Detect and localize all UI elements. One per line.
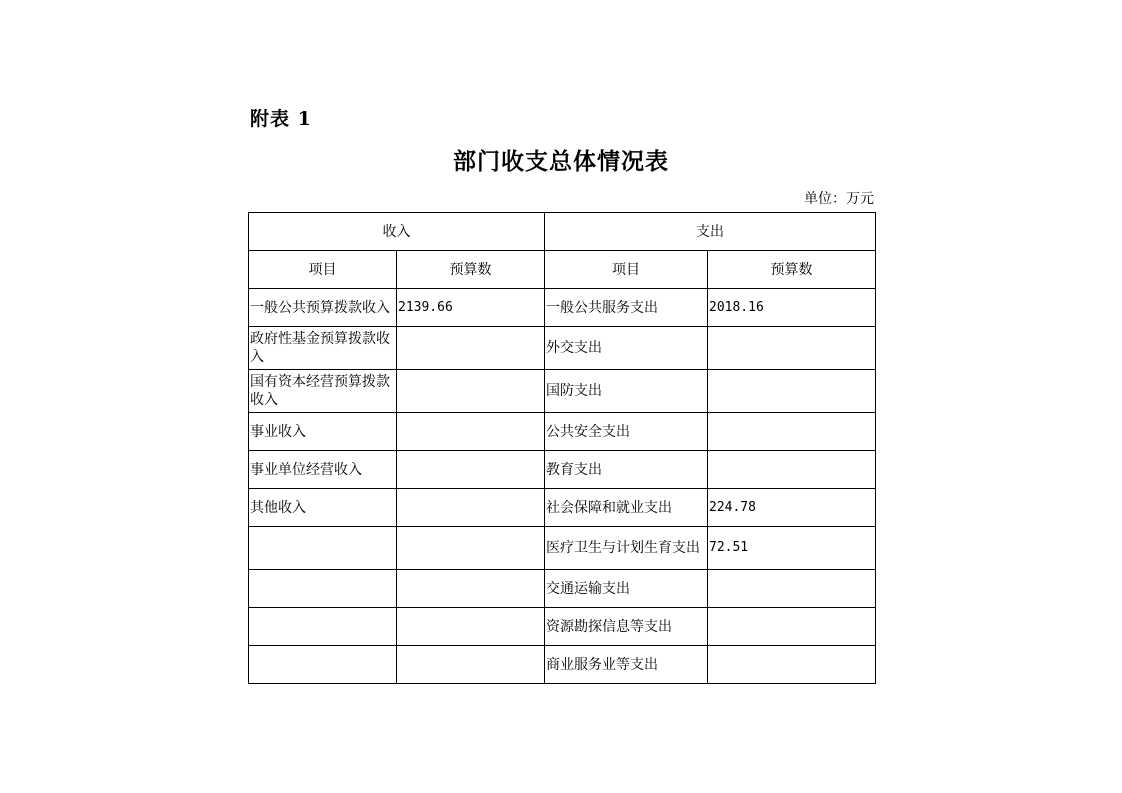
expense-amount-cell: 2018.16: [708, 289, 876, 327]
expense-item-cell: 医疗卫生与计划生育支出: [545, 527, 708, 570]
income-amount-cell: [397, 570, 545, 608]
income-amount-cell: [397, 527, 545, 570]
budget-table: [248, 212, 876, 684]
expense-amount-cell: 224.78: [708, 489, 876, 527]
expense-amount-cell: [708, 646, 876, 684]
expense-item-cell: 公共安全支出: [545, 413, 708, 451]
income-item-cell: [249, 527, 397, 570]
expense-item-cell: 国防支出: [545, 370, 708, 413]
income-amount-cell: [397, 646, 545, 684]
expense-amount-cell: [708, 608, 876, 646]
income-amount-cell: [397, 451, 545, 489]
table-row: [249, 489, 876, 527]
income-item-cell: 国有资本经营预算拨款收入: [249, 370, 397, 413]
expense-item-cell: 教育支出: [545, 451, 708, 489]
income-item-cell: [249, 608, 397, 646]
income-item-cell: [249, 570, 397, 608]
expense-item-header: 项目: [545, 251, 708, 289]
page-title: 部门收支总体情况表: [453, 148, 669, 175]
table-row: [249, 570, 876, 608]
expense-amount-cell: [708, 451, 876, 489]
income-amount-cell: [397, 489, 545, 527]
income-amount-cell: [397, 608, 545, 646]
table-row: [249, 451, 876, 489]
table-row: [249, 327, 876, 370]
income-item-cell: 事业收入: [249, 413, 397, 451]
expense-item-cell: 社会保障和就业支出: [545, 489, 708, 527]
expense-item-cell: 一般公共服务支出: [545, 289, 708, 327]
expense-amount-cell: [708, 570, 876, 608]
table-row: [249, 527, 876, 570]
expense-amount-cell: [708, 327, 876, 370]
income-budget-header: 预算数: [397, 251, 545, 289]
expense-item-cell: 资源勘探信息等支出: [545, 608, 708, 646]
income-item-cell: 一般公共预算拨款收入: [249, 289, 397, 327]
expense-item-cell: 商业服务业等支出: [545, 646, 708, 684]
income-item-cell: [249, 646, 397, 684]
table-subheader-row: [249, 251, 876, 289]
expense-amount-cell: [708, 370, 876, 413]
income-item-header: 项目: [249, 251, 397, 289]
expense-amount-cell: 72.51: [708, 527, 876, 570]
income-item-cell: 事业单位经营收入: [249, 451, 397, 489]
expense-item-cell: 交通运输支出: [545, 570, 708, 608]
income-item-cell: 政府性基金预算拨款收入: [249, 327, 397, 370]
table-row: [249, 413, 876, 451]
expense-header: 支出: [545, 213, 876, 251]
table-row: [249, 289, 876, 327]
expense-item-cell: 外交支出: [545, 327, 708, 370]
expense-amount-cell: [708, 413, 876, 451]
attachment-label: 附表 1: [250, 108, 312, 130]
unit-label: 单位：万元: [804, 191, 874, 207]
table-row: [249, 646, 876, 684]
income-amount-cell: [397, 327, 545, 370]
income-amount-cell: [397, 370, 545, 413]
income-item-cell: 其他收入: [249, 489, 397, 527]
table-header-row: [249, 213, 876, 251]
table-row: [249, 608, 876, 646]
income-header: 收入: [249, 213, 545, 251]
table-row: [249, 370, 876, 413]
income-amount-cell: 2139.66: [397, 289, 545, 327]
income-amount-cell: [397, 413, 545, 451]
expense-budget-header: 预算数: [708, 251, 876, 289]
